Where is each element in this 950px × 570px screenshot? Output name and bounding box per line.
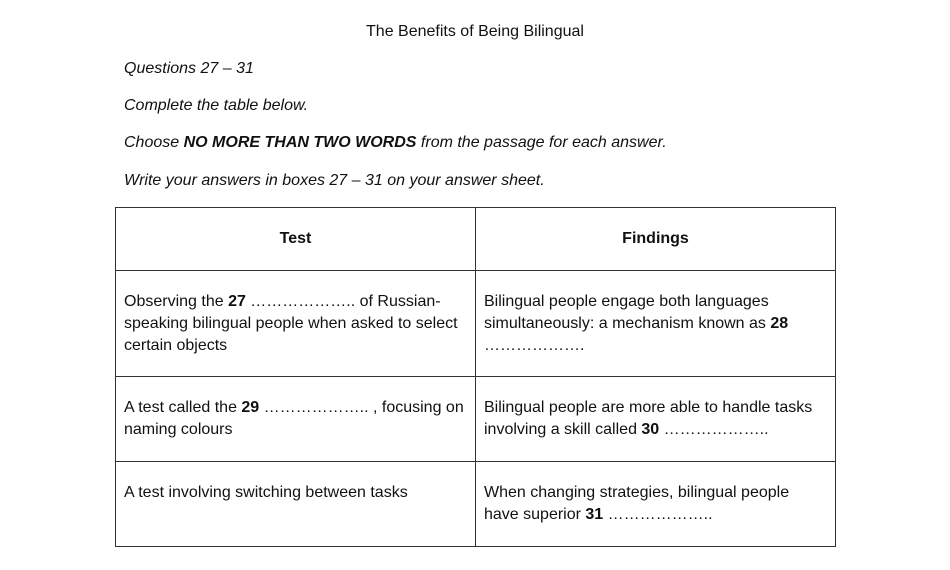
cell-text: Observing the — [124, 293, 229, 310]
word-limit: NO MORE THAN TWO WORDS — [183, 134, 417, 151]
question-number: 30 — [641, 421, 660, 438]
table-row — [116, 271, 836, 377]
table-header-row — [116, 208, 836, 271]
finding-cell — [476, 462, 836, 547]
instruction-write: Write your answers in boxes 27 – 31 on your answer sheet. — [124, 172, 545, 189]
question-number: 29 — [241, 399, 260, 416]
answer-blank: ……………….. of Russian-speaking bilingual people when asked to select certain objects — [124, 293, 458, 354]
cell-text: A test involving switching between tasks — [124, 484, 408, 501]
question-number: 27 — [228, 293, 246, 310]
test-cell — [116, 271, 476, 377]
header-test: Test — [116, 208, 476, 271]
answer-table — [115, 207, 836, 547]
instruction-choose — [124, 134, 667, 152]
answer-blank: ……………….. — [659, 421, 769, 438]
test-cell — [116, 377, 476, 462]
cell-text: A test called the — [124, 399, 242, 416]
finding-cell — [476, 271, 836, 377]
test-cell — [116, 462, 476, 547]
finding-cell — [476, 377, 836, 462]
answer-blank: ………………. — [484, 337, 585, 354]
cell-text: Bilingual people are more able to handle tasks involving a skill called — [484, 399, 813, 438]
cell-text: Bilingual people engage both languages simultaneously: a mechanism known as — [484, 293, 771, 332]
choose-prefix: Choose — [124, 134, 184, 151]
questions-range: Questions 27 – 31 — [124, 60, 254, 77]
choose-suffix: from the passage for each answer. — [416, 134, 667, 151]
table-row — [116, 462, 836, 547]
table-row — [116, 377, 836, 462]
page-title: The Benefits of Being Bilingual — [366, 23, 584, 40]
question-number: 31 — [585, 506, 604, 523]
answer-blank: ……………….. — [603, 506, 713, 523]
question-number: 28 — [770, 315, 789, 332]
cell-text: When changing strategies, bilingual people have superior — [484, 484, 790, 523]
header-findings: Findings — [476, 208, 836, 271]
answer-blank: ……………….. , focusing on naming colours — [124, 399, 464, 438]
instruction-complete: Complete the table below. — [124, 97, 309, 114]
